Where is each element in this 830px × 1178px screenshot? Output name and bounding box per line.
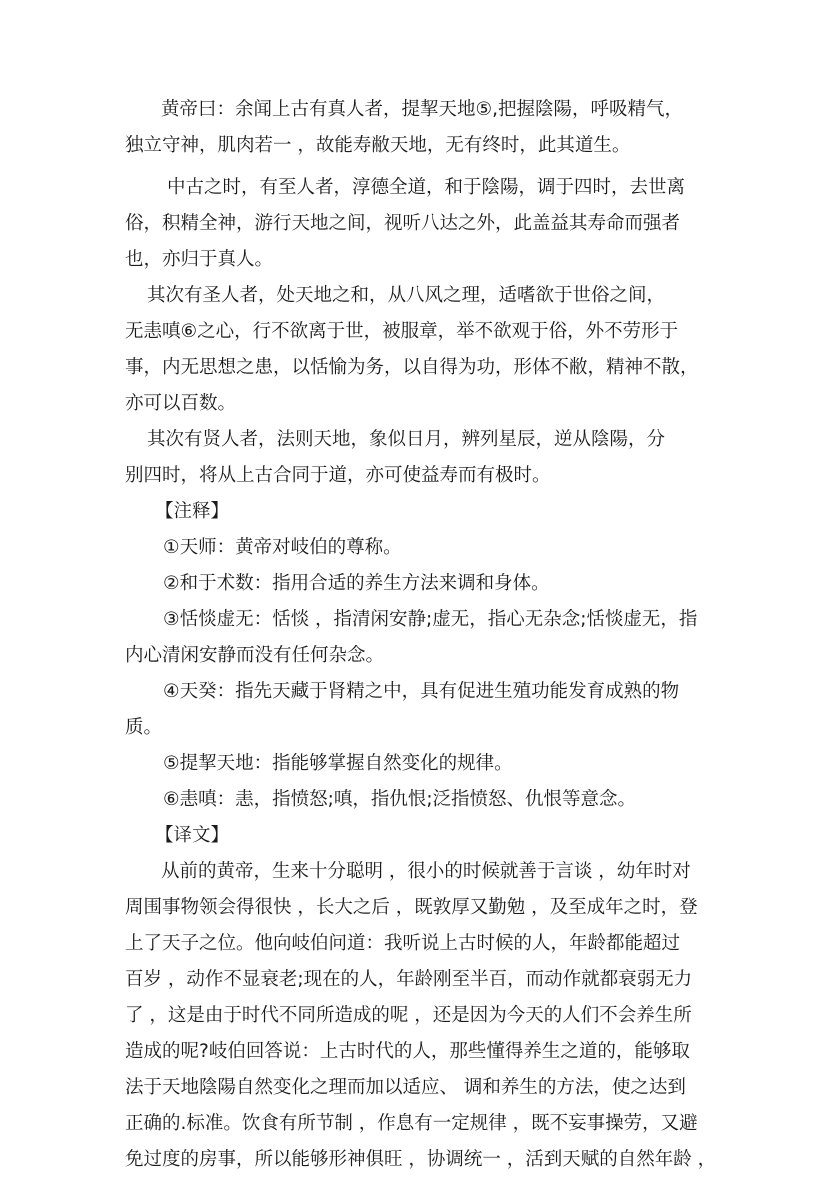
document-body [125, 92, 725, 1178]
text-line: 正确的.标准。饮食有所节制 ，作息有一定规律 ，既不妄事操劳，又避 [125, 1113, 698, 1134]
text-line: 上了天子之位。他向岐伯问道：我听说上古时候的人，年龄都能超过 [125, 933, 681, 954]
text-line: 百岁 ，动作不显衰老;现在的人，年龄刚至半百，而动作就都衰弱无力 [125, 969, 693, 990]
text-line: 黄帝曰：余闻上古有真人者，提挈天地⑤,把握陰陽，呼吸精气， [161, 99, 683, 120]
text-line: 也，亦归于真人。 [125, 249, 274, 270]
text-line: 中古之时，有至人者，淳德全道，和于陰陽，调于四时，去世离 [167, 177, 686, 198]
translation-heading: 【译文】 [155, 825, 230, 846]
text-line: 独立守神，肌肉若一 ，故能寿敝天地，无有终时，此其道生。 [125, 135, 631, 156]
text-line: 法于天地陰陽自然变化之理而加以适应、 调和养生的方法，使之达到 [125, 1077, 686, 1098]
note-item-continued: 内心清闲安静而没有任何杂念。 [125, 645, 385, 666]
text-line: 周围事物领会得很快 ，长大之后 ，既敦厚又勤勉 ，及至成年之时，登 [125, 897, 698, 918]
paragraph-sage [125, 278, 725, 422]
paragraph-true-man [125, 92, 725, 164]
note-item: ⑤提挈天地：指能够掌握自然变化的规律。 [163, 753, 513, 774]
note-item: ③恬惔虚无：恬惔 ，指清闲安静;虚无，指心无杂念;恬惔虚无，指 [163, 609, 698, 630]
note-item: ②和于术数：指用合适的养生方法来调和身体。 [163, 573, 550, 594]
text-line: 从前的黄帝，生来十分聪明 ，很小的时候就善于言谈 ，幼年时对 [161, 861, 691, 882]
note-item: ⑥恚嗔：恚，指愤怒;嗔，指仇恨;泛指愤怒、仇恨等意念。 [163, 789, 637, 810]
paragraph-virtuous-man [125, 422, 725, 494]
text-line: 了 ，这是由于时代不同所造成的呢 ，还是因为今天的人们不会养生所 [125, 1005, 692, 1026]
note-item: ④天癸：指先天藏于肾精之中，具有促进生殖功能发育成熟的物 [163, 681, 680, 702]
text-line: 其次有贤人者，法则天地，象似日月，辨列星辰，逆从陰陽，分 [147, 429, 666, 450]
note-item-continued: 质。 [125, 717, 163, 738]
notes-heading: 【注释】 [155, 501, 230, 522]
text-line: 别四时，将从上古合同于道，亦可使益寿而有极时。 [125, 465, 551, 486]
paragraph-perfect-man [125, 170, 725, 278]
text-line: 无恚嗔⑥之心，行不欲离于世，被服章，举不欲观于俗，外不劳形于 [125, 321, 679, 342]
notes-section [125, 494, 725, 818]
text-line: 俗，积精全神，游行天地之间，视听八达之外，此盖益其寿命而强者 [125, 213, 681, 234]
text-line: 事，内无思想之患，以恬愉为务，以自得为功，形体不敝，精神不散， [125, 357, 699, 378]
text-line: 造成的呢?岐伯回答说：上古时代的人，那些懂得养生之道的，能够取 [125, 1041, 690, 1062]
text-line: 其次有圣人者，处天地之和，从八风之理，适嗜欲于世俗之间， [147, 285, 666, 306]
translation-section [125, 818, 725, 1178]
text-line: 免过度的房事，所以能够形神俱旺 ，协调统一 ，活到天赋的自然年龄 ， [125, 1149, 717, 1170]
note-item: ①天师：黄帝对岐伯的尊称。 [163, 537, 402, 558]
text-line: 亦可以百数。 [125, 393, 237, 414]
